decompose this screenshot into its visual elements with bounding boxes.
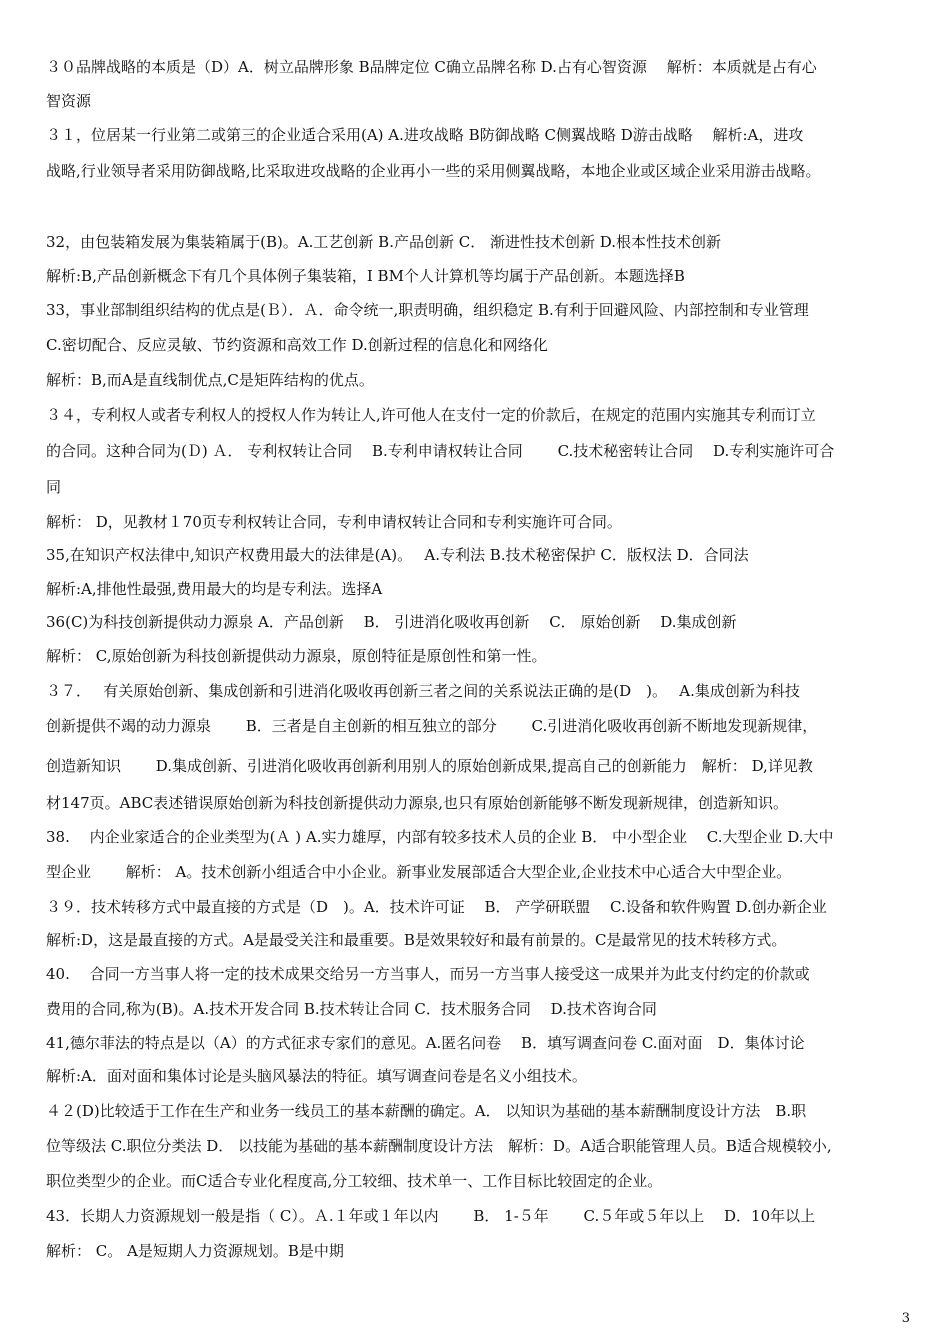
text-line-q32-2: 解析:B,产品创新概念下有几个具体例子集装箱，I BM个人计算机等均属于产品创新。本题选择B: [46, 267, 685, 285]
text-line-q38-2: 型企业 解析： A。技术创新小组适合中小企业。新事业发展部适合大型企业,企业技术中心适合大中型企业。: [46, 863, 792, 881]
text-line-q33-2: C.密切配合、反应灵敏、节约资源和高效工作 D.创新过程的信息化和网络化: [46, 336, 548, 354]
text-line-q38-1: 38. 内企业家适合的企业类型为(Ａ ) A.实力雄厚，内部有较多技术人员的企业 B． 中小型企业 C.大型企业 D.大中: [46, 828, 834, 846]
text-line-q32-1: 32，由包装箱发展为集装箱属于(B)。A.工艺创新 B.产品创新 C． 渐进性技术创新 D.根本性技术创新: [46, 233, 722, 251]
text-line-q41-2: 解析:A．面对面和集体讨论是头脑风暴法的特征。填写调查问卷是名义小组技术。: [46, 1067, 587, 1085]
text-line-q33-3: 解析：B,而A是直线制优点,C是矩阵结构的优点。: [46, 371, 374, 389]
text-line-q34-1: ３４，专利权人或者专利权人的授权人作为转让人,许可他人在支付一定的价款后，在规定的范围内实施其专利而订立: [46, 406, 816, 424]
text-line-q35-2: 解析:A,排他性最强,费用最大的均是专利法。选择A: [46, 580, 383, 598]
text-line-q43-1: 43．长期人力资源规划一般是指（ C）。Ａ.１年或１年以内 B． 1-５年 C.５年或５年以上 D．10年以上: [46, 1207, 816, 1225]
text-line-q30-1: ３０品牌战略的本质是（D）A．树立品牌形象 B品牌定位 C确立品牌名称 D.占有心智资源 解析：本质就是占有心: [46, 58, 817, 76]
text-line-q31-1: ３１，位居某一行业第二或第三的企业适合采用(A) A.进攻战略 B防御战略 C侧翼战略 D游击战略 解析:A，进攻: [46, 126, 804, 144]
text-line-q37-4: 材147页。ABC表述错误原始创新为科技创新提供动力源泉,也只有原始创新能够不断发现新规律，创造新知识。: [46, 794, 789, 812]
text-line-q37-1: ３７． 有关原始创新、集成创新和引进消化吸收再创新三者之间的关系说法正确的是(D )。 A.集成创新为科技: [46, 682, 800, 700]
text-line-q39-1: ３９．技术转移方式中最直接的方式是（D )。A．技术许可证 B． 产学研联盟 C.设备和软件购置 D.创办新企业: [46, 898, 827, 916]
text-line-q40-1: 40. 合同一方当事人将一定的技术成果交给另一方当事人，而另一方当事人接受这一成果并为此支付约定的价款或: [46, 965, 810, 983]
text-line-q34-2: 的合同。这种合同为(Ｄ) Ａ． 专利权转让合同 B.专利申请权转让合同 C.技术秘密转让合同 D.专利实施许可合: [46, 442, 835, 460]
text-line-q39-2: 解析:D，这是最直接的方式。A是最受关注和最重要。B是效果较好和最有前景的。C是最常见的技术转移方式。: [46, 931, 787, 949]
text-line-q36-2: 解析： C,原始创新为科技创新提供动力源泉，原创特征是原创性和第一性。: [46, 647, 547, 665]
text-line-q37-2: 创新提供不竭的动力源泉 B．三者是自主创新的相互独立的部分 C.引进消化吸收再创新不断地发现新规律，: [46, 717, 818, 735]
text-line-q42-2: 位等级法 C.职位分类法 D． 以技能为基础的基本薪酬制度设计方法 解析：D。A适合职能管理人员。B适合规模较小,: [46, 1137, 832, 1155]
text-line-q36-1: 36(C)为科技创新提供动力源泉 A．产品创新 B． 引进消化吸收再创新 C． 原始创新 D.集成创新: [46, 613, 737, 631]
text-line-q35-1: 35,在知识产权法律中,知识产权费用最大的法律是(A)。 A.专利法 B.技术秘密保护 C．版权法 D．合同法: [46, 546, 749, 564]
text-line-q43-2: 解析： C。 A是短期人力资源规划。B是中期: [46, 1242, 344, 1260]
text-line-q30-2: 智资源: [46, 92, 92, 110]
text-line-q42-1: ４２(D)比较适于工作在生产和业务一线员工的基本薪酬的确定。A． 以知识为基础的基本薪酬制度设计方法 B.职: [46, 1102, 807, 1120]
text-line-q34-3: 同: [46, 478, 62, 496]
page-number: 3: [901, 1311, 910, 1326]
text-line-q40-2: 费用的合同,称为(B)。A.技术开发合同 B.技术转让合同 C．技术服务合同 D.技术咨询合同: [46, 1000, 657, 1018]
text-line-q41-1: 41,德尔菲法的特点是以（A）的方式征求专家们的意见。A.匿名问卷 B．填写调查问卷 C.面对面 D．集体讨论: [46, 1034, 805, 1052]
text-line-q31-2: 战略,行业领导者采用防御战略,比采取进攻战略的企业再小一些的采用侧翼战略，本地企业或区域企业采用游击战略。: [46, 162, 821, 180]
text-line-q42-3: 职位类型少的企业。而C适合专业化程度高,分工较细、技术单一、工作目标比较固定的企业。: [46, 1172, 663, 1190]
text-line-q37-3: 创造新知识 D.集成创新、引进消化吸收再创新利用别人的原始创新成果,提高自己的创新能力 解析： D,详见教: [46, 757, 813, 775]
text-line-q34-4: 解析： D，见教材１70页专利权转让合同，专利申请权转让合同和专利实施许可合同。: [46, 513, 622, 531]
text-line-q33-1: 33，事业部制组织结构的优点是(Ｂ）．Ａ．命令统一,职责明确，组织稳定 B.有利于回避风险、内部控制和专业管理: [46, 301, 809, 319]
